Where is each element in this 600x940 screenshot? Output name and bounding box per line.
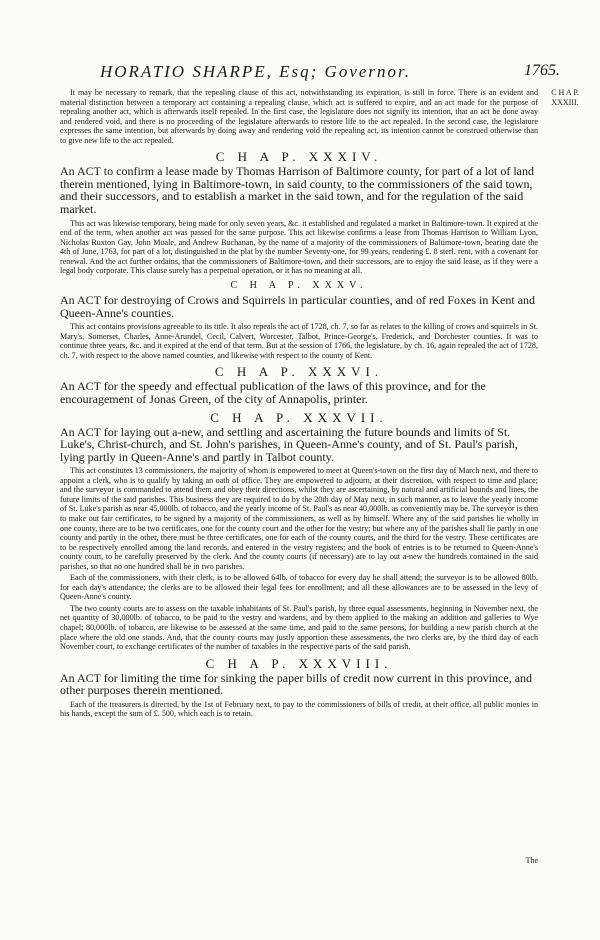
text-column <box>60 88 538 721</box>
header-title: HORATIO SHARPE, Esq; Governor. <box>100 62 412 81</box>
chapter-body: The two county courts are to assess on the taxable inhabitants of St. Paul's parish, by three equal assessments, beginning in November next, the net quantity of 30,000lb. of tobacco, to be paid to the vestry and wardens, and by them applied to the making an addition and galleries to Wye chapel; 80,000lb. of tobacco, are likewise to be assessed at the same time, and paid to the same persons, for building a new parish church at the place where the old one stands. And, that the county courts may justly apportion these assessments, the two clerks are, by the third day of each November court, to exchange certificates of the number of taxables in the respective parts of the said parish. <box>60 603 538 652</box>
catchword: The <box>525 856 538 865</box>
act-title: An ACT for the speedy and effectual publication of the laws of this province, and for the encouragement of Jonas Green, of the city of Annapolis, printer. <box>60 379 486 406</box>
chapter-body: This act contains provisions agreeable to its title. It also repeals the act of 1728, ch. 7, so far as relates to the killing of crows and squirrels in St. Mary's, Somerset, Charles, Anne-Arundel, Cecil, Calvert, Worcester, Talbot, Prince-George's, Frederick, and Dorchester counties. It was to continue three years, &c. and it expired at the end of that term. But at the session of 1766, the legislature, by ch. 16, again repealed the act of 1728, ch. 7, with respect to the above named counties, and likewise with respect to the county of Kent. <box>60 322 538 360</box>
chapter-heading: C H A P. XXXVII. <box>210 409 388 425</box>
margin-note <box>541 88 589 108</box>
margin-note-line: XXXIII. <box>551 98 579 107</box>
intro-paragraph: It may be necessary to remark, that the repealing clause of this act, notwithstanding its expiration, is still in force. There is an evident and material distinction between a temporary act containing a repealing clause, which act is suffered to expire, and an act made for the purpose of repealing another act, which is afterwards itself repealed. In the first case, the legislature does not signify its intention, that an act be done away and rendered void, and there is no proceeding of the legislature afterwards to restore life to the act repealed. In the second case, the legislature expresses the same intention, but afterwards by doing away and rendering void the repealing act, its intention cannot be construed otherwise than to give new life to the act repealed. <box>60 88 538 145</box>
chapter-body: Each of the treasurers is directed, by the 1st of February next, to pay to the commissioners of bills of credit, at their office, all public monies in his hands, except the sum of £. 500, which each is to retain. <box>60 699 538 719</box>
chapter-body: Each of the commissioners, with their clerk, is to be allowed 64lb. of tobacco for every day he shall attend; the surveyor is to be allowed 80lb. for each day's attendance; the clerks are to be allowed their legal fees for enrollment; and all these allowances are to be assessed in the levy of Queen-Anne's county. <box>60 573 538 602</box>
chapter-body: This act was likewise temporary, being made for only seven years, &c. it established and regulated a market in Baltimore-town. It expired at the end of the term, when another act was passed for the same purpose. This act likewise confirms a lease from Thomas Harrison to William Lyon, Nicholas Ruxton Gay, John Moale, and Andrew Buchanan, by the name of a majority of the commissioners of Baltimore-town, bearing date the 4th of June, 1763, for part of a lot, distinguished in the plat by the number Seventy-one, for 99 years, rendering £. 8 sterl. rent, with a covenant for renewal. And the act further ordains, that the commissioners of Baltimore-town, and their successors, are to enjoy the said lease, as if they were a legal body corporate. This clause surely has a perpetual operation, or it has no meaning at all. <box>60 218 538 276</box>
act-title: An ACT to confirm a lease made by Thomas Harrison of Baltimore county, for part of a lot of land therein mentioned, lying in Baltimore-town, in said county, to the commissioners of the said town, and their successors, and to establish a market in the said town, and for the regulation of the said market. <box>60 164 534 217</box>
chapter-heading: C H A P. XXXIV. <box>215 149 383 165</box>
chapter-heading: C H A P. XXXVI. <box>214 364 384 380</box>
running-header <box>100 62 560 84</box>
chapter-body: This act constitutes 13 commissioners, the majority of whom is empowered to meet at Queen's-town on the first day of March next, and there to appoint a clerk, who is to qualify by taking an oath of office. They are empowered to adjourn, at their discretion, with respect to time and place; and the surveyor is commanded to attend them and obey their directions, whilst they are ascertaining, by natural and artificial bounds and lines, the future limits of the said parishes. This business they are required to do by the 20th day of May next, in such manner, as to leave the yearly income of St. Luke's parish as near 45,000lb. of tobacco, and the yearly income of St. Paul's as near 40,000lb. as conveniently may be. The surveyor is then to make out fair certificates, to be signed by a majority of the commissioners, as well as by himself. Where any of the said parishes lie wholly in one county, there are to be two certificates, one for the county court and the other for the vestry; but where any of the parishes shall lie partly in one county and partly in the other, there must be three certificates, one for each of the county courts, and the third for the vestry. These certificates are to be respectively enrolled among the land records, and entered in the vestry registers; and the book of entries is to be returned to Queen-Anne's county court, to be carefully preserved by the clerk. And the county courts (if necessary) are to lay out a-new the hundreds contained in the said parishes, so that no one hundred shall be in two parishes. <box>60 466 538 571</box>
margin-note-line: C H A P. <box>551 88 579 97</box>
act-title: An ACT for limiting the time for sinking the paper bills of credit now current in this province, and other purposes therein mentioned. <box>60 670 533 698</box>
header-year: 1765. <box>524 62 560 79</box>
act-title: An ACT for laying out a-new, and settling and ascertaining the future bounds and limits of St. Luke's, Christ-church, and St. John's parishes, in Queen-Anne's county, and of St. Paul's parish, lying partly in Queen-Anne's and partly in Talbot county. <box>60 424 518 464</box>
chapter-heading: C H A P. XXXVIII. <box>205 655 393 671</box>
chapter-heading: C H A P. XXXV. <box>230 279 368 291</box>
act-title: An ACT for destroying of Crows and Squirrels in particular counties, and of red Foxes in Kent and Queen-Anne's counties. <box>60 292 536 320</box>
